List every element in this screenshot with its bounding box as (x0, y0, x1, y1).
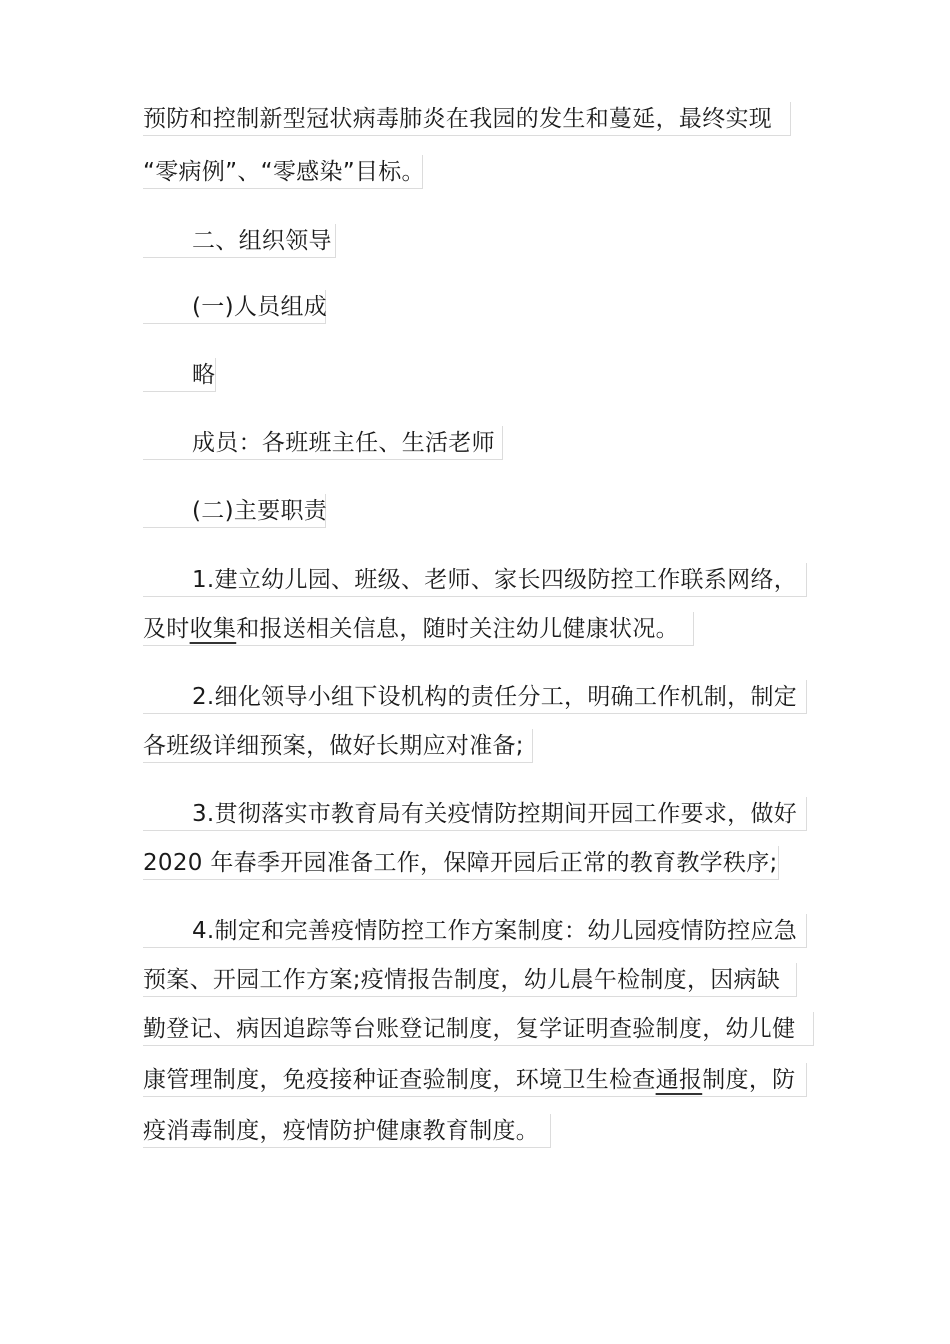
duty-2-line-2: 各班级详细预案，做好长期应对准备; (143, 729, 533, 763)
intro-line-1: 预防和控制新型冠状病毒肺炎在我园的发生和蔓延，最终实现 (143, 102, 791, 136)
duty-1-text-c: 和报送相关信息，随时关注幼儿健康状况。 (236, 616, 679, 642)
duty-1-underlined-word: 收集 (189, 616, 237, 642)
duty-2-line-1: 2.细化领导小组下设机构的责任分工，明确工作机制，制定 (143, 680, 807, 714)
subheading-personnel: (一)人员组成 (143, 290, 326, 324)
duty-4-line-3: 勤登记、病因追踪等台账登记制度，复学证明查验制度，幼儿健 (143, 1012, 814, 1046)
intro-line-2: “零病例”、“零感染”目标。 (143, 155, 423, 189)
subheading-duties: (二)主要职责 (143, 494, 326, 528)
duty-4-line-4 (143, 1063, 807, 1097)
duty-4-underlined-word: 通报 (655, 1067, 703, 1093)
duty-4-line-2: 预案、开园工作方案;疫情报告制度，幼儿晨午检制度，因病缺 (143, 963, 797, 997)
duty-4-line-1: 4.制定和完善疫情防控工作方案制度：幼儿园疫情防控应急 (143, 914, 807, 948)
duty-1-text-a: 及时 (143, 616, 190, 642)
duty-1-line-2 (143, 612, 694, 646)
members-text: 成员：各班班主任、生活老师 (143, 426, 503, 460)
leader-text: 略 (143, 358, 216, 392)
duty-4-text-c: 制度，防 (702, 1067, 796, 1093)
duty-3-line-1: 3.贯彻落实市教育局有关疫情防控期间开园工作要求，做好 (143, 797, 807, 831)
section-heading-organization: 二、组织领导 (143, 224, 336, 258)
duty-1-line-1: 1.建立幼儿园、班级、老师、家长四级防控工作联系网络， (143, 563, 807, 597)
duty-3-line-2: 2020 年春季开园准备工作，保障开园后正常的教育教学秩序; (143, 846, 779, 880)
duty-4-text-a: 康管理制度，免疫接种证查验制度，环境卫生检查 (143, 1067, 656, 1093)
duty-4-line-5: 疫消毒制度，疫情防护健康教育制度。 (143, 1114, 551, 1148)
